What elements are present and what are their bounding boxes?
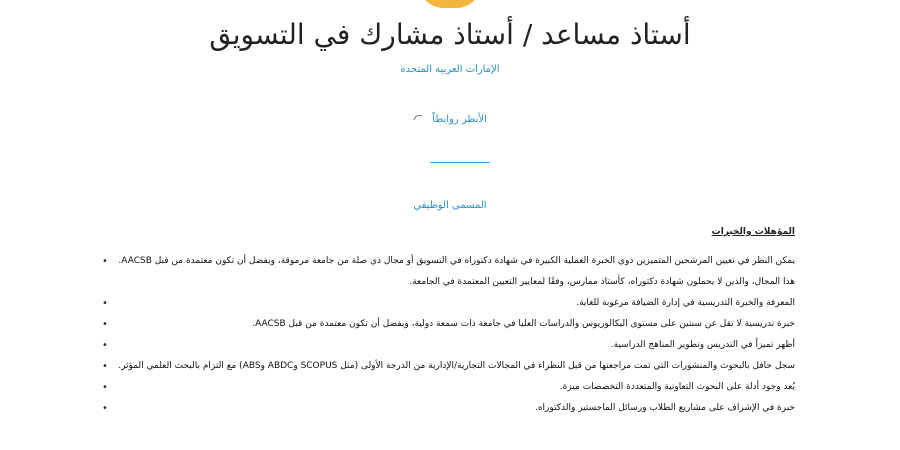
job-location: الإمارات العربية المتحدة bbox=[400, 64, 500, 75]
bullet-icon: • bbox=[102, 256, 108, 267]
list-item bbox=[102, 401, 795, 416]
list-item-text: هذا المجال، والذين لا يحملون شهادة دكتوراه، كأستاذ ممارس، وفقًا لمعايير التعيين المعتمدة في الجامعة. bbox=[409, 277, 795, 287]
list-item bbox=[102, 338, 795, 353]
list-item-text: خبرة تدريسية لا تقل عن سنتين على مستوى البكالوريوس والدراسات العليا في جامعة ذات سمعة دولية، ويفضل أن تكون معتمدة من قبل AACSB. bbox=[252, 319, 795, 329]
list-item bbox=[102, 254, 795, 269]
qualifications-list bbox=[102, 254, 795, 416]
qualifications-section bbox=[102, 225, 795, 422]
list-item-text: المعرفة والخبرة التدريسية في إدارة الضيافة مرغوبة للغاية. bbox=[576, 298, 795, 308]
list-item-text: أظهر تميزاً في التدريس وتطوير المناهج الدراسية. bbox=[610, 340, 795, 350]
bullet-icon: • bbox=[102, 340, 108, 351]
list-item bbox=[102, 359, 795, 374]
bullet-icon: • bbox=[102, 382, 108, 393]
list-item-text: يُعد وجود أدلة على البحوث التعاونية والمتعددة التخصصات ميزة. bbox=[559, 382, 795, 392]
list-item bbox=[102, 380, 795, 395]
bullet-icon: • bbox=[102, 403, 108, 414]
qualifications-heading: المؤهلات والخبرات bbox=[711, 227, 795, 237]
list-item bbox=[110, 275, 795, 290]
document-icon bbox=[413, 114, 423, 125]
list-item-text: يمكن النظر في تعيين المرشحين المتميزين ذوي الخبرة العملية الكبيرة في شهادة دكتوراه في التسويق أو مجال ذي صلة من جامعة مرموقة، ويفضل أن تكون معتمدة من قبل AACSB. bbox=[118, 256, 795, 266]
section-divider bbox=[430, 162, 490, 163]
apply-row[interactable] bbox=[0, 114, 900, 125]
bullet-icon: • bbox=[102, 298, 108, 309]
list-item bbox=[102, 317, 795, 332]
list-item-text: خبرة في الإشراف على مشاريع الطلاب ورسائل الماجستير والدكتوراه. bbox=[534, 403, 795, 413]
bullet-icon: • bbox=[102, 361, 108, 372]
bullet-icon: • bbox=[102, 319, 108, 330]
apply-link[interactable]: الأنظر روابطاً bbox=[432, 114, 487, 125]
list-item bbox=[102, 296, 795, 311]
job-title-section-label: المسمى الوظيفي bbox=[413, 200, 487, 211]
list-item-text: سجل حافل بالبحوث والمنشورات التي تمت مراجعتها من قبل النظراء في المجالات التجارية/الإدارية من الدرجة الأولى (مثل SCOPUS وABDC وABS) مع التزام بالبحث العلمي المؤثر. bbox=[118, 361, 795, 371]
logo bbox=[418, 0, 482, 8]
job-title: أستاذ مساعد / أستاذ مشارك في التسويق bbox=[209, 18, 691, 51]
